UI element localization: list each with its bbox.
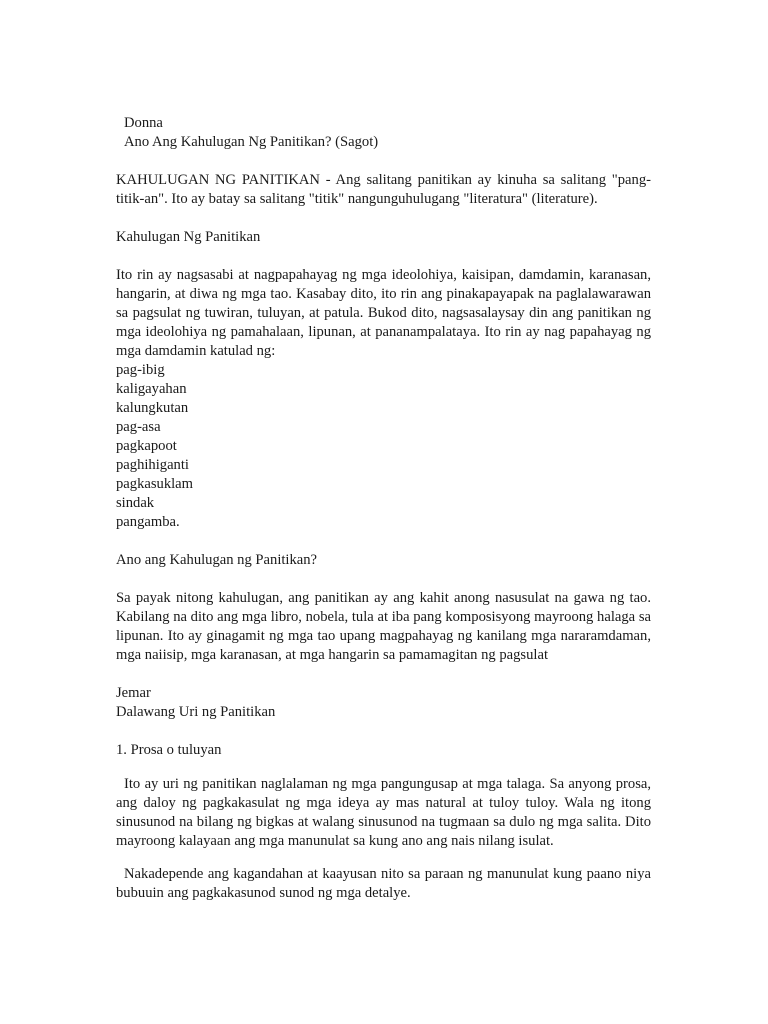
list-item: kalungkutan bbox=[116, 400, 189, 416]
author-name: Donna bbox=[124, 115, 163, 131]
list-item: pag-ibig bbox=[116, 362, 165, 378]
list-item: paghihiganti bbox=[116, 457, 189, 473]
list-item: pagkapoot bbox=[116, 438, 177, 454]
second-author-name: Jemar bbox=[116, 685, 151, 701]
spacer bbox=[116, 532, 651, 551]
prosa-paragraph-1: Ito ay uri ng panitikan naglalaman ng mga pangungusap at mga talaga. Sa anyong prosa, ang daloy ng pagkakasulat ng mga ideya ay mas natural at tuloy tuloy. Wala ng itong sinusunod na bilang ng bigkas at walang sinusunod na tugmaan sa dulo ng mga salita. Dito mayroong kalayaan ang mga manunulat sa kung ano ang nais nilang isulat. bbox=[116, 775, 651, 849]
section-paragraph-ano: Sa payak nitong kahulugan, ang panitikan ay ang kahit anong nasusulat na gawa ng tao. Kabilang na dito ang mga libro, nobela, tula at iba pang komposisyong mayroong halaga sa lipunan. Ito ay ginagamit ng mga tao upang magpahayag ng kanilang mga nararamdaman, mga naiisip, mga karanasan, at mga hangarin sa pamamagitan ng pagsulat bbox=[116, 590, 651, 663]
spacer bbox=[116, 570, 651, 589]
document-page bbox=[116, 114, 651, 903]
section-paragraph-kahulugan: Ito rin ay nagsasabi at nagpapahayag ng mga ideolohiya, kaisipan, damdamin, karanasan, hangarin, at diwa ng mga tao. Kasabay dito, ito rin ang pinakapayapak na paglalawarawan sa pagsulat ng tuwiran, tuluyan, at patula. Bukod dito, nagsasalaysay din ang panitikan ng mga ideolohiya ng pamahalaan, lipunan, at pananampalataya. Ito rin ay nag papahayag ng mga damdamin katulad ng: bbox=[116, 267, 651, 359]
item-title-prosa: 1. Prosa o tuluyan bbox=[116, 742, 222, 758]
list-item: sindak bbox=[116, 495, 155, 511]
section-heading-kahulugan: Kahulugan Ng Panitikan bbox=[116, 229, 261, 245]
list-item: pag-asa bbox=[116, 419, 161, 435]
intro-paragraph: KAHULUGAN NG PANITIKAN - Ang salitang panitikan ay kinuha sa salitang "pang- titik-an". Ito ay batay sa salitang "titik" nangunguhulugang "literatura" (literature). bbox=[116, 172, 651, 207]
document-title: Ano Ang Kahulugan Ng Panitikan? (Sagot) bbox=[124, 134, 379, 150]
section-heading-uri: Dalawang Uri ng Panitikan bbox=[116, 704, 276, 720]
list-item: pagkasuklam bbox=[116, 476, 194, 492]
section-heading-ano: Ano ang Kahulugan ng Panitikan? bbox=[116, 552, 318, 568]
list-item: kaligayahan bbox=[116, 381, 187, 397]
spacer bbox=[116, 722, 651, 741]
spacer bbox=[116, 209, 651, 228]
spacer bbox=[116, 247, 651, 266]
emotion-list bbox=[116, 361, 651, 532]
prosa-paragraph-2: Nakadepende ang kagandahan at kaayusan nito sa paraan ng manunulat kung paano niya bubuuin ang pagkakasunod sunod ng mga detalye. bbox=[116, 866, 651, 902]
spacer bbox=[116, 152, 651, 171]
list-item: pangamba. bbox=[116, 514, 180, 530]
spacer bbox=[116, 665, 651, 684]
